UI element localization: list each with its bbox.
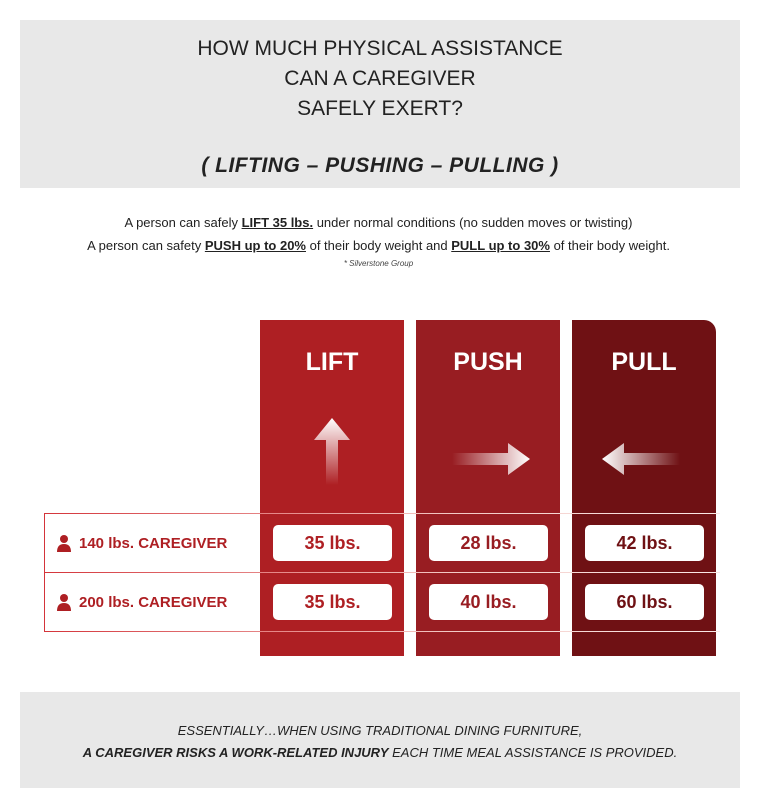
footer-line-2	[20, 742, 740, 764]
text: A person can safely	[124, 215, 242, 230]
row-label	[57, 593, 227, 611]
header-banner	[20, 20, 740, 188]
title-line: CAN A CAREGIVER	[284, 67, 476, 90]
lift-value: 35 lbs.	[273, 584, 392, 620]
row-label-text: 200 lbs. CAREGIVER	[79, 593, 228, 611]
title-line: HOW MUCH PHYSICAL ASSISTANCE	[197, 37, 563, 60]
arrow-left-icon	[572, 410, 716, 490]
text: A person can safety	[87, 238, 205, 253]
text: EACH TIME MEAL ASSISTANCE IS PROVIDED.	[388, 745, 678, 760]
pull-value: 60 lbs.	[585, 584, 704, 620]
info-text	[0, 211, 757, 271]
pull-value: 42 lbs.	[585, 525, 704, 561]
text: of their body weight.	[549, 238, 670, 253]
text: of their body weight and	[305, 238, 452, 253]
arrow-right-icon	[416, 410, 560, 490]
push-value: 40 lbs.	[429, 584, 548, 620]
person-icon	[57, 593, 71, 611]
footer-banner	[20, 692, 740, 788]
footer-emphasis: A CAREGIVER RISKS A WORK-RELATED INJURY	[82, 745, 389, 760]
person-icon	[57, 534, 71, 552]
arrow-up-icon	[260, 410, 404, 490]
footer-line-1: ESSENTIALLY…WHEN USING TRADITIONAL DINING FURNITURE,	[177, 723, 583, 738]
lift-emphasis: LIFT 35 lbs.	[241, 215, 314, 230]
pull-emphasis: PULL up to 30%	[451, 238, 550, 253]
info-line-1	[0, 211, 757, 234]
subtitle: ( LIFTING – PUSHING – PULLING )	[201, 154, 559, 177]
row-label	[57, 534, 227, 552]
push-emphasis: PUSH up to 20%	[204, 238, 306, 253]
column-heading: LIFT	[305, 348, 359, 376]
caregiver-row-140	[44, 513, 720, 573]
column-heading: PUSH	[453, 348, 523, 376]
title-line: SAFELY EXERT?	[297, 97, 463, 120]
lift-value: 35 lbs.	[273, 525, 392, 561]
text: under normal conditions (no sudden moves or twisting)	[313, 215, 633, 230]
caregiver-row-200	[44, 572, 720, 632]
row-label-text: 140 lbs. CAREGIVER	[79, 534, 228, 552]
column-heading: PULL	[611, 348, 677, 376]
info-line-2	[0, 234, 757, 257]
push-value: 28 lbs.	[429, 525, 548, 561]
source-note: * Silverstone Group	[343, 259, 414, 268]
